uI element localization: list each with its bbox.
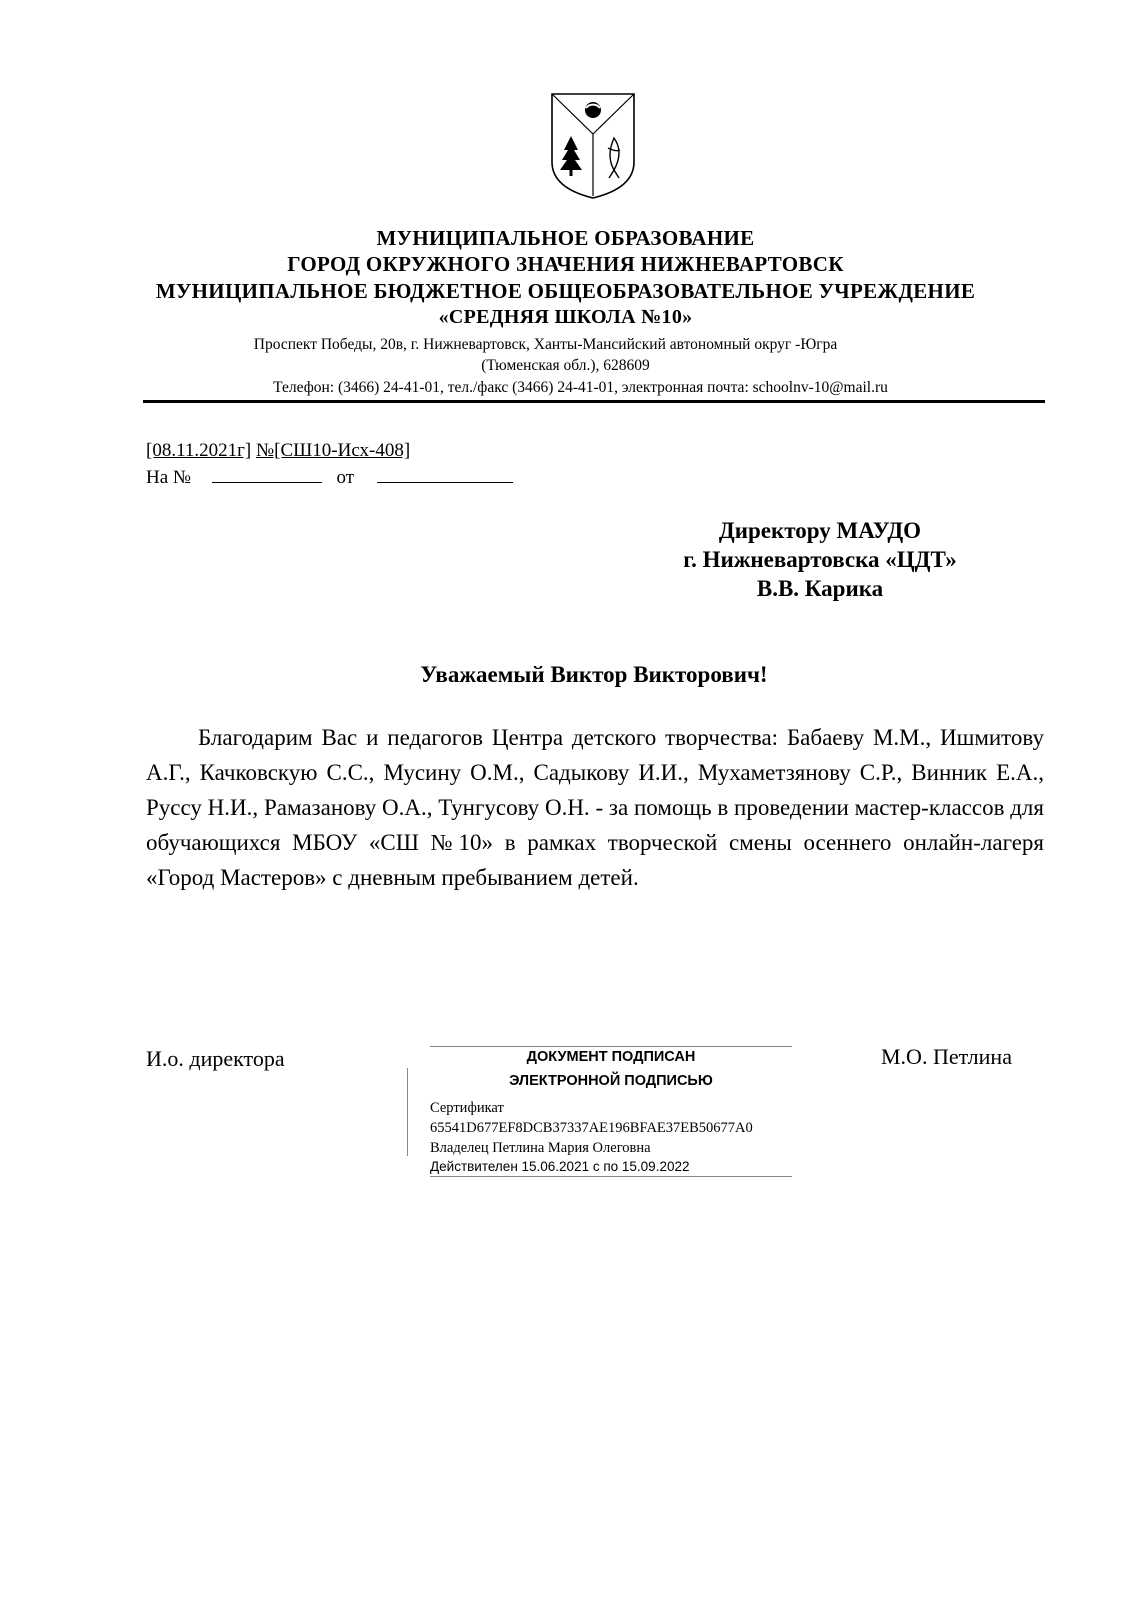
reference-date-blank — [377, 466, 513, 483]
contacts-line: Телефон: (3466) 24-41-01, тел./факс (3466) 24-41-01, электронная почта: schoolnv-10@mail.ru — [273, 379, 888, 396]
from-label: от — [336, 467, 355, 488]
greeting: Уважаемый Виктор Викторович! — [420, 662, 768, 687]
reference-number-blank — [212, 466, 322, 483]
addressee-line-1: Директору МАУДО — [718, 518, 922, 543]
registration-date: [08.11.2021г] — [146, 440, 252, 461]
header-line-1: МУНИЦИПАЛЬНОЕ ОБРАЗОВАНИЕ — [376, 226, 755, 250]
stamp-title-2: ЭЛЕКТРОННОЙ ПОДПИСЬЮ — [509, 1073, 713, 1089]
signatory-position: И.о. директора — [146, 1046, 285, 1071]
stamp-validity: Действителен 15.06.2021 с по 15.09.2022 — [430, 1159, 690, 1174]
reference-line — [146, 466, 513, 489]
header-line-2: ГОРОД ОКРУЖНОГО ЗНАЧЕНИЯ НИЖНЕВАРТОВСК — [287, 252, 844, 276]
signatory-name: М.О. Петлина — [881, 1044, 1012, 1069]
stamp-bottom-border — [430, 1176, 792, 1177]
stamp-cert-number: 65541D677EF8DCB37337AE196BFAE37EB50677A0 — [430, 1120, 753, 1136]
electronic-signature-stamp — [405, 1046, 795, 1178]
addressee-block — [600, 516, 1040, 603]
address-line-1: Проспект Победы, 20в, г. Нижневартовск, Ханты-Мансийский автономный округ -Югра — [253, 336, 838, 353]
header-line-4: «СРЕДНЯЯ ШКОЛА №10» — [438, 306, 693, 328]
stamp-cert-label: Сертификат — [430, 1100, 504, 1116]
address-line-2: (Тюменская обл.), 628609 — [481, 357, 650, 374]
reference-label: На № — [146, 467, 192, 488]
header-divider — [143, 400, 1045, 403]
stamp-top-border — [430, 1046, 792, 1047]
registration-line — [146, 440, 410, 462]
addressee-line-2: г. Нижневартовска «ЦДТ» — [683, 547, 957, 572]
coat-of-arms-emblem — [550, 92, 636, 200]
stamp-title-1: ДОКУМЕНТ ПОДПИСАН — [526, 1049, 696, 1065]
stamp-side-border — [407, 1068, 408, 1156]
stamp-owner: Владелец Петлина Мария Олеговна — [430, 1140, 651, 1156]
letter-body: Благодарим Вас и педагогов Центра детского творчества: Бабаеву М.М., Ишмитову А.Г., Качковскую С.С., Мусину О.М., Садыкову И.И., Мухаметзянову С.Р., Винник Е.А., Руссу Н.И., Рамазанову О.А., Тунгусову О.Н. - за помощь в проведении мастер-классов для обучающихся МБОУ «СШ №10» в рамках творческой смены осеннего онлайн-лагеря «Город Мастеров» с дневным пребыванием детей. — [146, 725, 1044, 890]
header-line-3: МУНИЦИПАЛЬНОЕ БЮДЖЕТНОЕ ОБЩЕОБРАЗОВАТЕЛЬНОЕ УЧРЕЖДЕНИЕ — [155, 279, 976, 303]
addressee-line-3: В.В. Карика — [756, 576, 884, 601]
registration-number: №[СШ10-Исх-408] — [256, 440, 411, 461]
